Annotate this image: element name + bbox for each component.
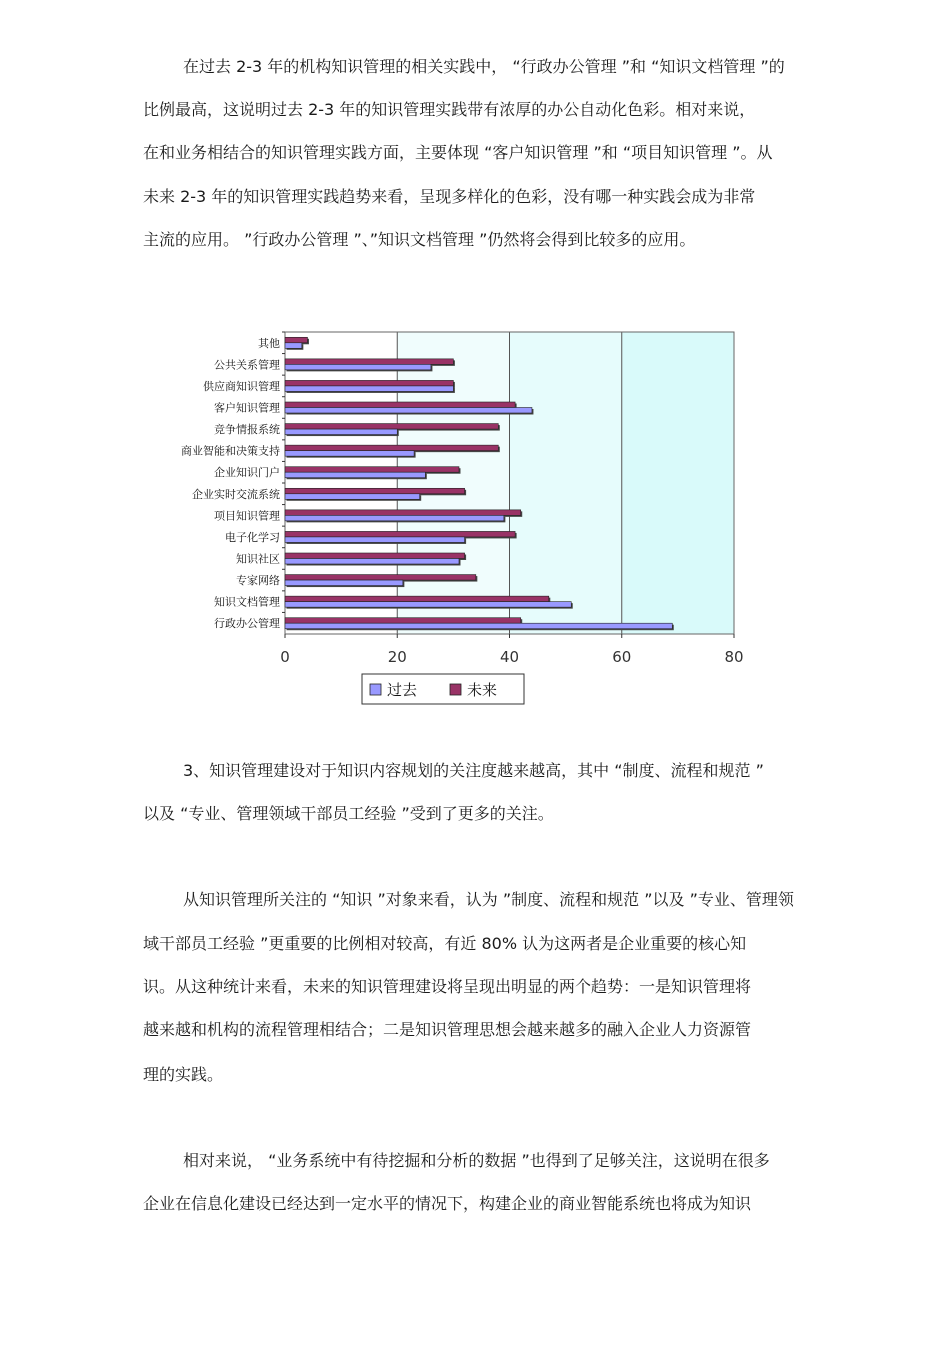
legend-swatch (450, 684, 461, 695)
text-line: 识。从这种统计来看，未来的知识管理建设将呈现出明显的两个趋势：一是知识管理将 (143, 977, 752, 996)
category-label: 供应商知识管理 (203, 379, 280, 393)
bar-chart (140, 318, 750, 710)
text-line: 比例最高，这说明过去 2-3 年的知识管理实践带有浓厚的办公自动化色彩。相对来说， (143, 100, 756, 119)
category-label: 公共关系管理 (214, 358, 280, 372)
bar-future (285, 445, 498, 451)
bar-past (285, 515, 504, 521)
x-tick-label: 20 (387, 648, 407, 666)
bar-past (285, 451, 414, 457)
text-line: 3、知识管理建设对于知识内容规划的关注度越来越高，其中 “制度、流程和规范 ” (183, 761, 764, 780)
bar-future (285, 424, 498, 430)
bar-future (285, 402, 515, 408)
category-label: 电子化学习 (225, 530, 280, 544)
category-label: 知识文档管理 (214, 595, 280, 609)
plot-band (510, 332, 622, 634)
category-label: 项目知识管理 (214, 509, 280, 523)
bar-future (285, 488, 465, 494)
bar-past (285, 602, 571, 608)
text-line: 理的实践。 (143, 1065, 224, 1084)
bar-future (285, 467, 459, 473)
category-label: 其他 (258, 336, 280, 350)
text-line: 越来越和机构的流程管理相结合；二是知识管理思想会越来越多的融入企业人力资源管 (143, 1020, 752, 1039)
bar-past (285, 429, 397, 435)
bar-future (285, 510, 521, 516)
bar-past (285, 537, 465, 543)
legend-label: 过去 (387, 681, 418, 699)
bar-future (285, 337, 307, 343)
bar-future (285, 575, 476, 581)
category-label: 知识社区 (236, 552, 280, 566)
text-line: 企业在信息化建设已经达到一定水平的情况下，构建企业的商业智能系统也将成为知识 (143, 1194, 752, 1213)
bar-past (285, 580, 403, 586)
bar-past (285, 408, 532, 414)
x-tick-label: 0 (280, 648, 290, 666)
bar-past (285, 559, 459, 565)
text-line: 从知识管理所关注的 “知识 ”对象来看，认为 ”制度、流程和规范 ”以及 ”专业、管理领 (183, 890, 794, 909)
plot-band (622, 332, 734, 634)
text-line: 在过去 2-3 年的机构知识管理的相关实践中， “行政办公管理 ”和 “知识文档管理 ”的 (183, 57, 785, 76)
category-label: 客户知识管理 (214, 401, 280, 415)
bar-future (285, 531, 515, 537)
bar-future (285, 359, 453, 365)
bar-past (285, 343, 302, 349)
legend-swatch (370, 684, 381, 695)
bar-future (285, 618, 521, 624)
x-tick-label: 80 (724, 648, 744, 666)
category-label: 竞争情报系统 (214, 423, 280, 437)
bar-future (285, 553, 465, 559)
plot-band (397, 332, 509, 634)
bar-past (285, 494, 420, 500)
bar-past (285, 623, 672, 629)
category-label: 商业智能和决策支持 (181, 444, 280, 458)
x-tick-label: 60 (612, 648, 632, 666)
plot-band (285, 332, 397, 634)
text-line: 以及 “专业、管理领域干部员工经验 ”受到了更多的关注。 (143, 804, 554, 823)
text-line: 域干部员工经验 ”更重要的比例相对较高，有近 80% 认为这两者是企业重要的核心知 (143, 934, 747, 953)
bar-past (285, 364, 431, 370)
x-tick-label: 40 (499, 648, 520, 666)
category-label: 专家网络 (236, 574, 280, 588)
category-label: 行政办公管理 (214, 617, 280, 631)
category-label: 企业实时交流系统 (192, 487, 280, 501)
text-line: 未来 2-3 年的知识管理实践趋势来看，呈现多样化的色彩，没有哪一种实践会成为非常 (143, 187, 756, 206)
text-line: 主流的应用。 ”行政办公管理 ”、”知识文档管理 ”仍然将会得到比较多的应用。 (143, 230, 696, 249)
bar-future (285, 596, 549, 602)
bar-past (285, 386, 453, 392)
bar-future (285, 380, 453, 386)
bar-past (285, 472, 425, 478)
text-line: 在和业务相结合的知识管理实践方面，主要体现 “客户知识管理 ”和 “项目知识管理 ”。从 (143, 143, 773, 162)
legend-label: 未来 (467, 681, 498, 699)
category-label: 企业知识门户 (214, 466, 280, 480)
text-line: 相对来说， “业务系统中有待挖掘和分析的数据 ”也得到了足够关注，这说明在很多 (183, 1151, 770, 1170)
